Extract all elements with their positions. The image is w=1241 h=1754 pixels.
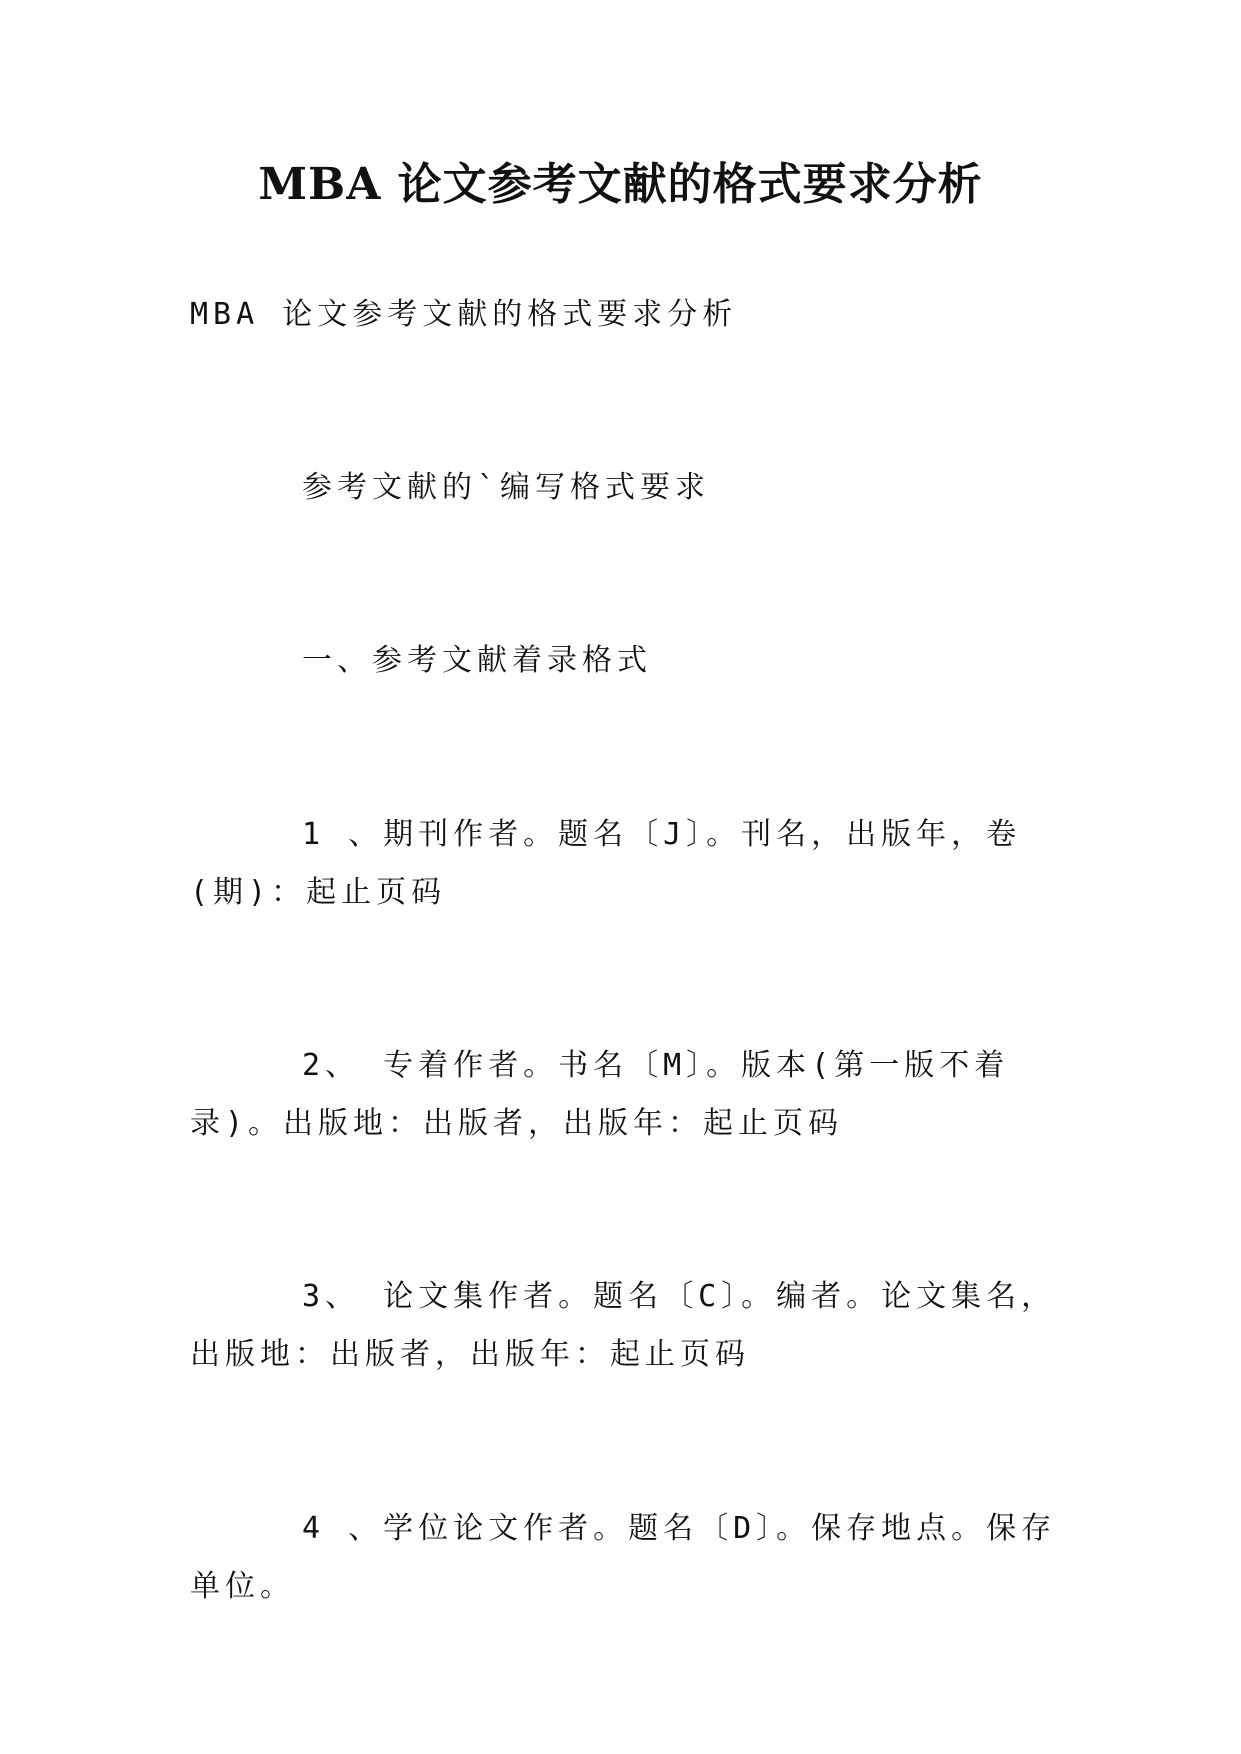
section-heading-paragraph: 参考文献的`编写格式要求 [302,470,711,505]
reference-format-monograph: 2、 专着作者。书名〔M〕。版本(第一版不着录)。出版地：出版者，出版年：起止页码 [190,1048,1010,1141]
reference-format-proceedings: 3、 论文集作者。题名〔C〕。编者。论文集名，出版地：出版者，出版年：起止页码 [190,1279,1057,1372]
subsection-heading-paragraph: 一、参考文献着录格式 [302,643,652,678]
subtitle-paragraph: MBA 论文参考文献的格式要求分析 [190,297,738,332]
document-title: MBA 论文参考文献的格式要求分析 [258,159,983,210]
reference-format-dissertation: 4 、学位论文作者。题名〔D〕。保存地点。保存单位。 [190,1511,1057,1604]
reference-format-journal: 1 、期刊作者。题名〔J〕。刊名，出版年，卷(期)：起止页码 [190,817,1022,910]
